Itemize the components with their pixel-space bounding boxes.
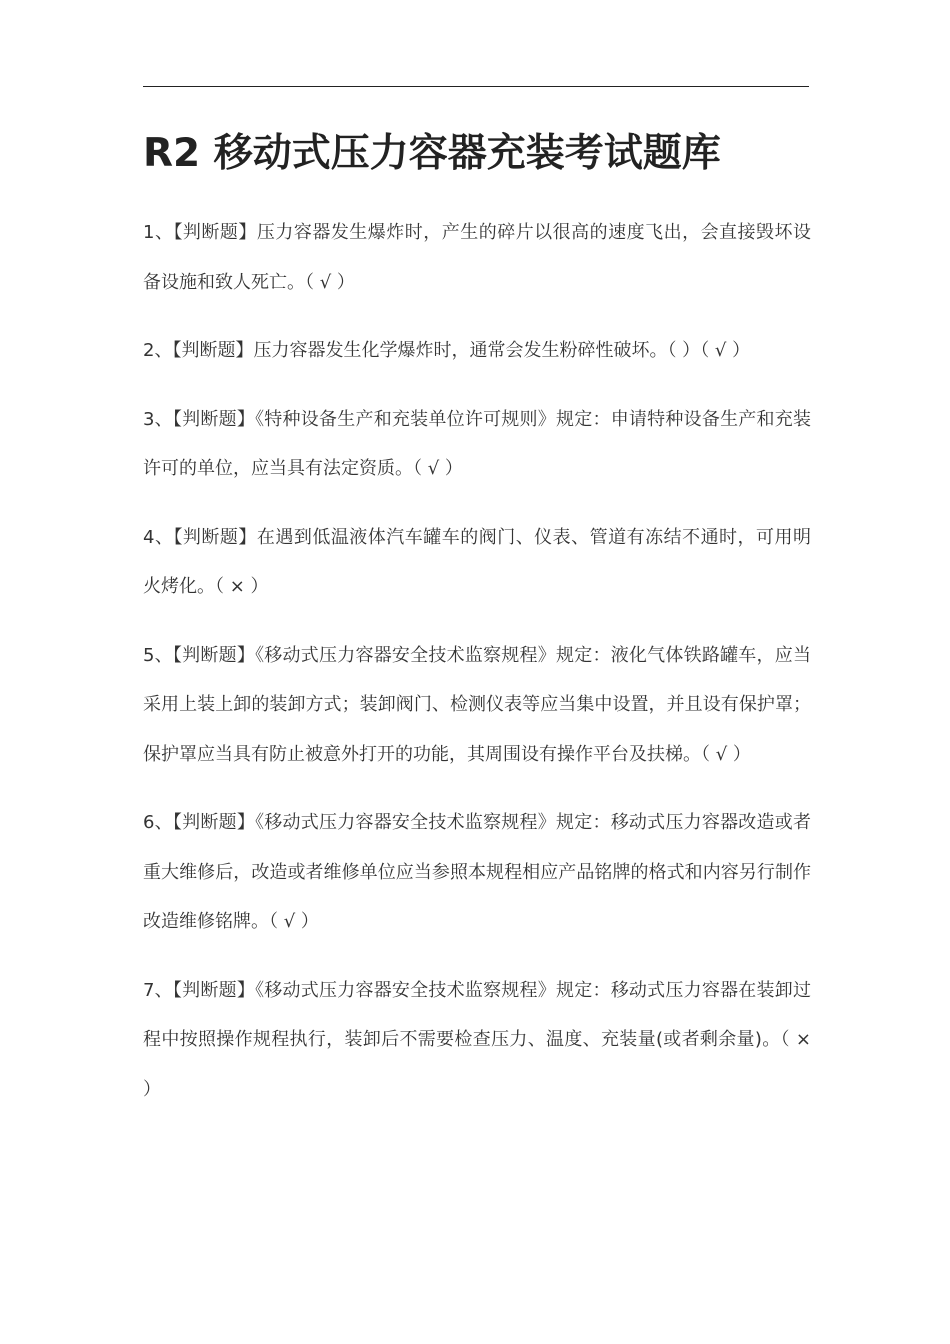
question-list xyxy=(143,208,811,1133)
question-text: 《移动式压力容器安全技术监察规程》规定：移动式压力容器在装卸过程中按照操作规程执行，装卸后不需要检查压力、温度、充装量(或者剩余量)。 xyxy=(143,979,812,1050)
question-number: 1、 xyxy=(143,222,174,243)
question-item xyxy=(143,631,811,780)
question-item xyxy=(143,513,811,612)
question-number: 6、 xyxy=(143,812,173,833)
question-item xyxy=(143,966,811,1115)
question-item xyxy=(143,326,811,376)
question-text: 《移动式压力容器安全技术监察规程》规定：移动式压力容器改造或者重大维修后，改造或者维修单位应当参照本规程相应产品铭牌的格式和内容另行制作改造维修铭牌。 xyxy=(143,812,812,932)
question-text: 《移动式压力容器安全技术监察规程》规定：液化气体铁路罐车，应当采用上装上卸的装卸方式；装卸阀门、检测仪表等应当集中设置，并且设有保护罩；保护罩应当具有防止被意外打开的功能，其周围设有操作平台及扶梯。 xyxy=(143,644,812,765)
question-answer: （ × ） xyxy=(143,1029,811,1100)
question-item xyxy=(143,208,811,307)
question-text: 在遇到低温液体汽车罐车的阀门、仪表、管道有冻结不通时，可用明火烤化。 xyxy=(143,526,812,597)
question-number: 2、 xyxy=(143,340,173,361)
question-type: 【判断题】 xyxy=(172,812,256,833)
question-answer: （ √ ） xyxy=(413,458,463,479)
question-type: 【判断题】 xyxy=(172,340,254,361)
question-number: 5、 xyxy=(143,644,173,666)
question-number: 3、 xyxy=(143,408,173,430)
question-answer: （ √ ） xyxy=(305,271,355,293)
question-type: 【判断题】 xyxy=(172,408,256,430)
question-text: 压力容器发生爆炸时，产生的碎片以很高的速度飞出，会直接毁坏设备设施和致人死亡。 xyxy=(143,222,812,293)
question-answer: （ √ ） xyxy=(269,911,319,932)
question-type: 【判断题】 xyxy=(172,644,256,666)
question-text: 《特种设备生产和充装单位许可规则》规定：申请特种设备生产和充装许可的单位，应当具有法定资质。 xyxy=(143,408,812,479)
top-divider xyxy=(143,86,809,87)
question-answer: （ √ ） xyxy=(701,743,751,765)
question-number: 4、 xyxy=(143,526,174,548)
question-answer: （ √ ） xyxy=(700,340,751,361)
question-number: 7、 xyxy=(143,979,173,1001)
question-text: 压力容器发生化学爆炸时，通常会发生粉碎性破坏。（ ） xyxy=(253,340,701,361)
question-type: 【判断题】 xyxy=(173,526,257,548)
document-title: R2 移动式压力容器充装考试题库 xyxy=(143,131,721,176)
question-answer: （ × ） xyxy=(215,576,269,597)
question-type: 【判断题】 xyxy=(172,979,256,1001)
question-item xyxy=(143,395,811,494)
question-type: 【判断题】 xyxy=(173,222,257,243)
question-item xyxy=(143,798,811,947)
